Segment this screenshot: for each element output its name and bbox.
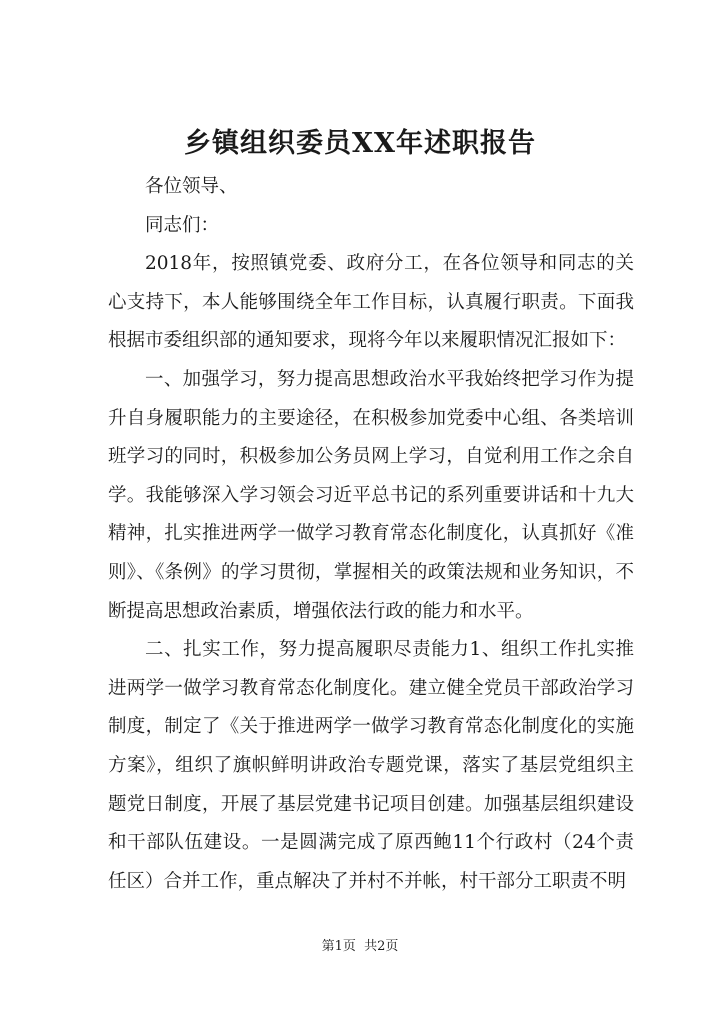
salutation-line-2: 同志们：	[145, 214, 220, 236]
document-title: 乡镇组织委员XX年述职报告	[184, 128, 536, 159]
page-total: 共2页	[364, 939, 399, 954]
intro-paragraph: 2018年，按照镇党委、政府分工，在各位领导和同志的关心支持下，本人能够围绕全年工作目标，认真履行职责。下面我根据市委组织部的通知要求，现将今年以来履职情况汇报如下：	[108, 253, 634, 352]
section-two-paragraph: 二、扎实工作，努力提高履职尽责能力1、组织工作扎实推进两学一做学习教育常态化制度化。建立健全党员干部政治学习制度，制定了《关于推进两学一做学习教育常态化制度化的实施方案》，组织了旗帜鲜明讲政治专题党课，落实了基层党组织主题党日制度，开展了基层党建书记项目创建。加强基层组织建设和干部队伍建设。一是圆满完成了原西鲍11个行政村（24个责任区）合并工作，重点解决了并村不并帐，村干部分工职责不明	[108, 639, 634, 892]
salutation-line-1: 各位领导、	[145, 176, 238, 197]
document-body	[108, 168, 634, 901]
page-number: 第1页	[321, 939, 356, 954]
section-one-paragraph: 一、加强学习，努力提高思想政治水平我始终把学习作为提升自身履职能力的主要途径，在积极参加党委中心组、各类培训班学习的同时，积极参加公务员网上学习，自觉利用工作之余自学。我能够深入学习领会习近平总书记的系列重要讲话和十九大精神，扎实推进两学一做学习教育常态化制度化，认真抓好《准则》、《条例》的学习贯彻，掌握相关的政策法规和业务知识，不断提高思想政治素质，增强依法行政的能力和水平。	[108, 368, 634, 622]
page-footer	[0, 937, 720, 957]
